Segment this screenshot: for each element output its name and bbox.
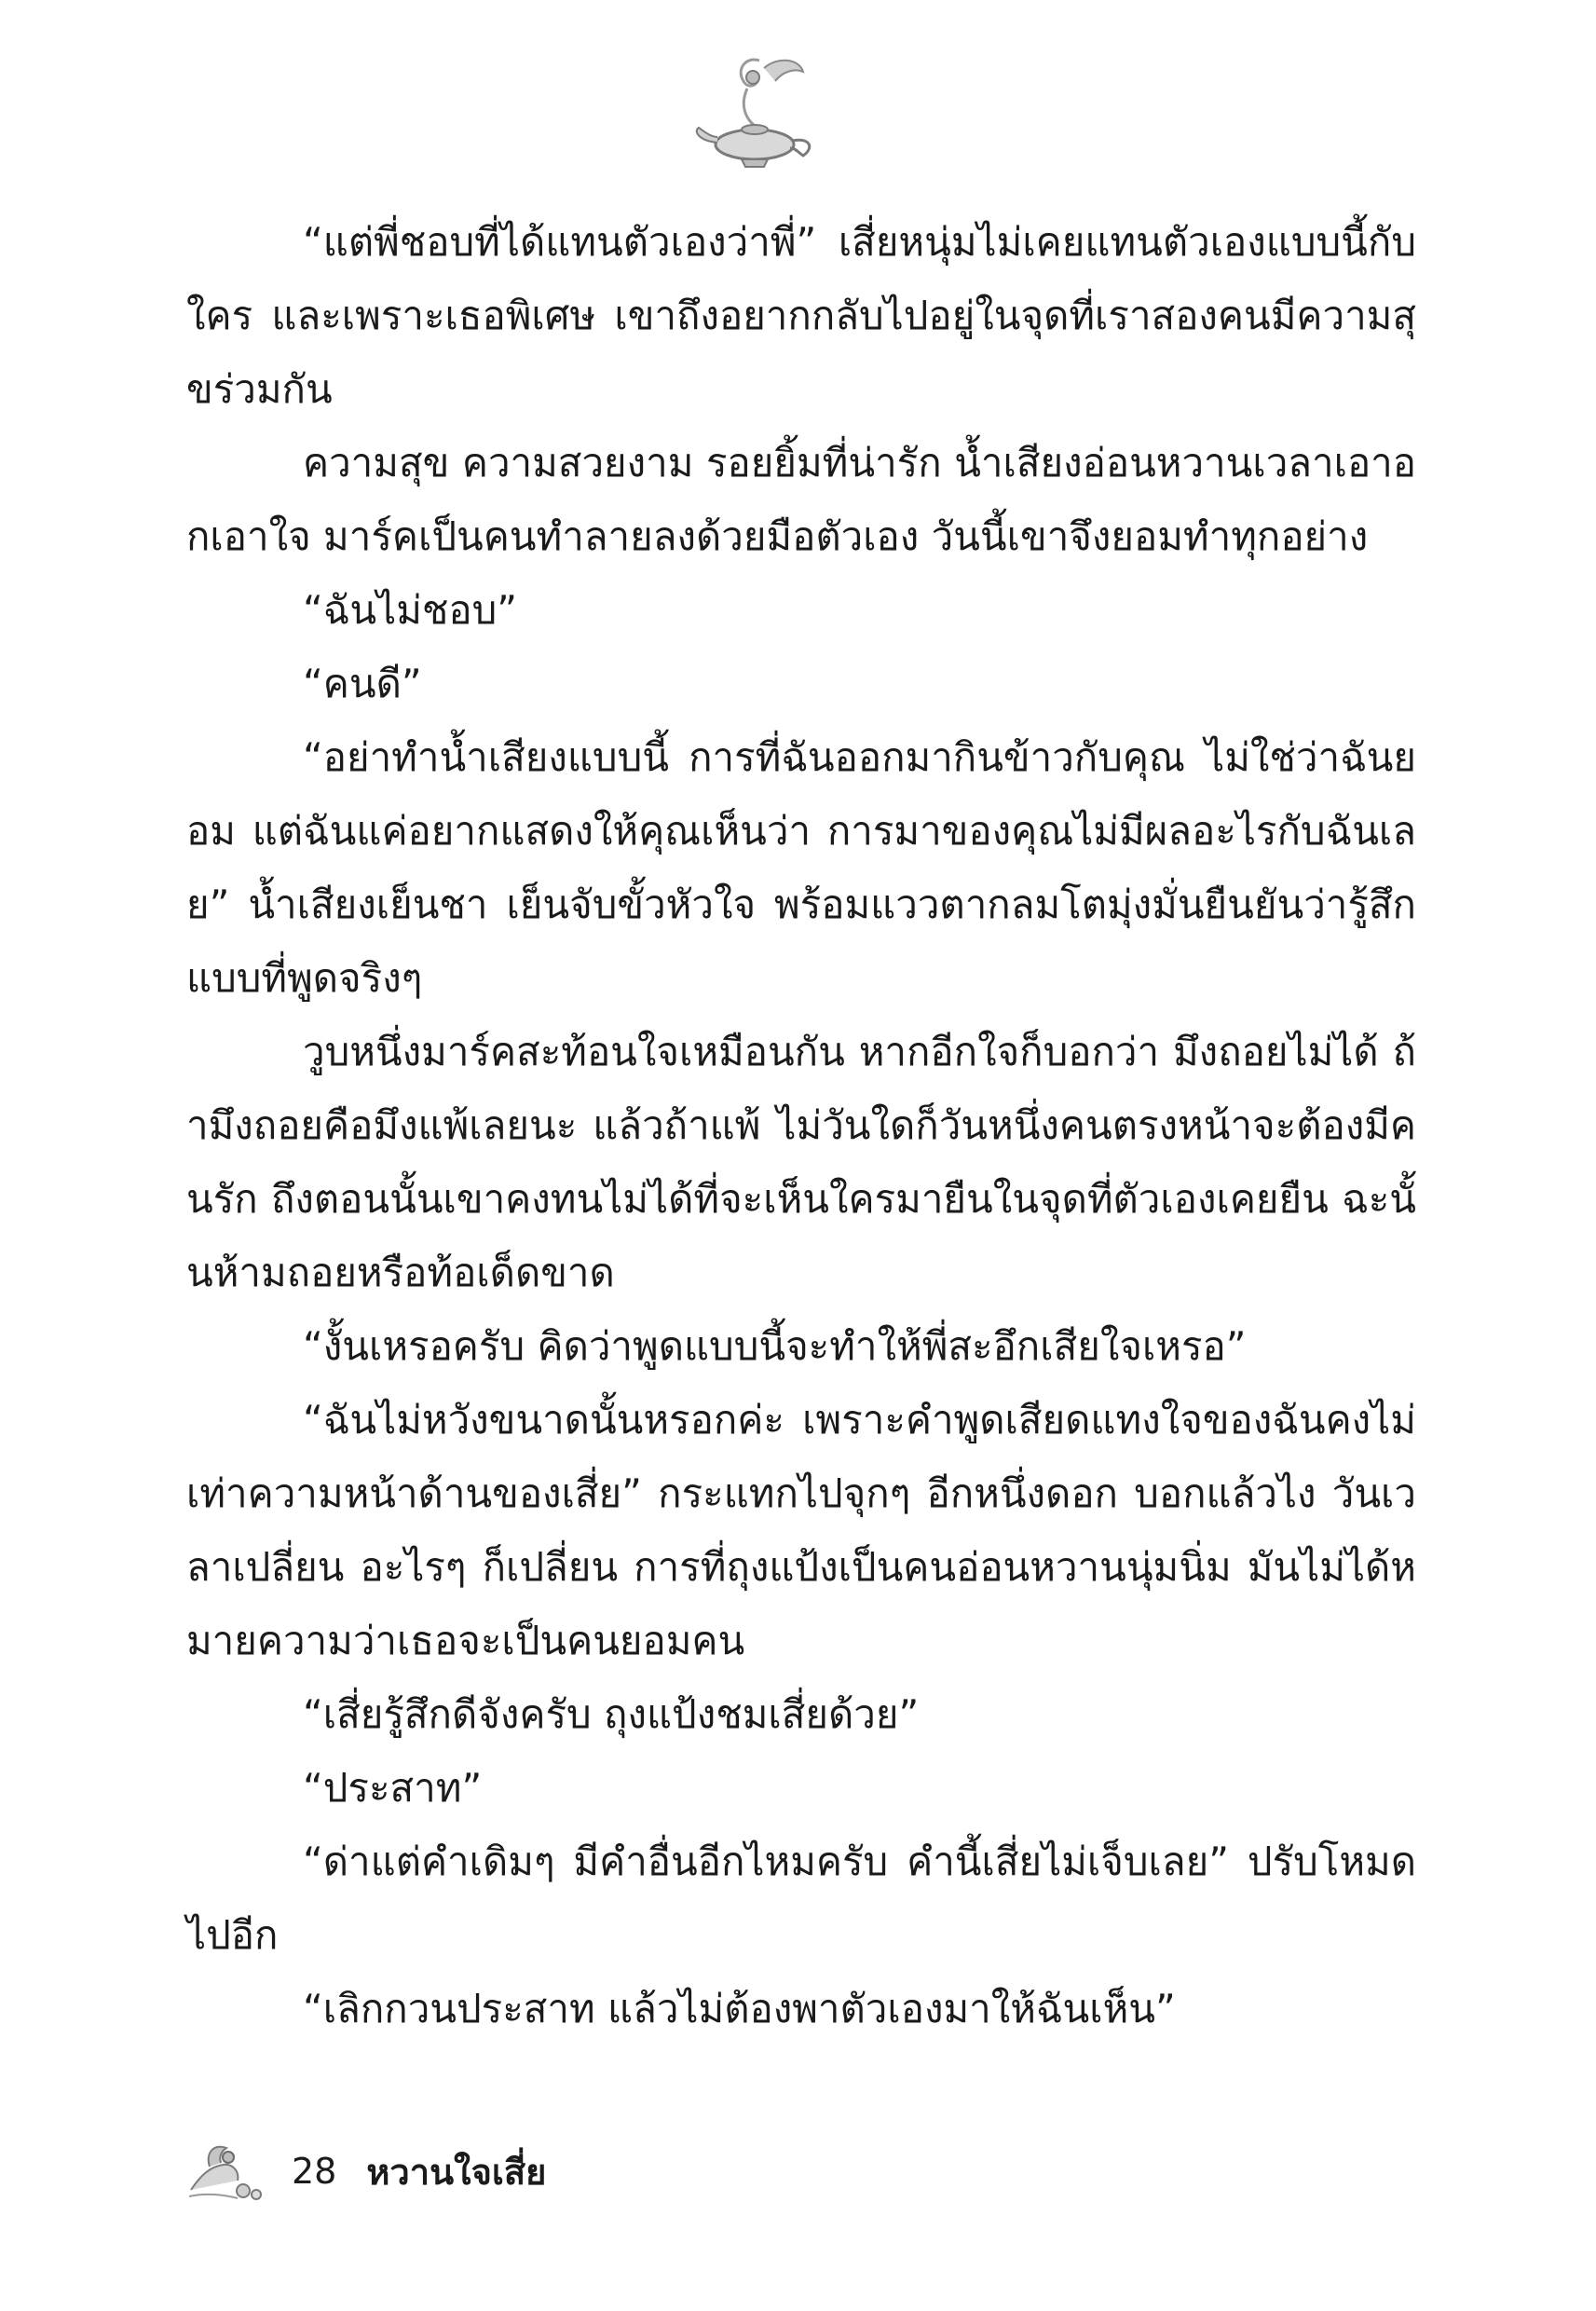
page-footer <box>182 2134 546 2208</box>
paragraph-7: “งั้นเหรอครับ คิดว่าพูดแบบนี้จะทำให้พี่สะอึกเสียใจเหรอ” <box>303 1323 1247 1369</box>
magic-lamp-fairy-icon <box>689 51 820 172</box>
paragraph-5: “อย่าทำน้ำเสียงแบบนี้ การที่ฉันออกมากินข้าวกับคุณ ไม่ใช่ว่าฉันยอม แต่ฉันแค่อยากแสดงให้คุณเห็นว่า การมาของคุณไม่มีผลอะไรกับฉันเลย” น้ำเสียงเย็นชา เย็นจับขั้วหัวใจ พร้อมแววตากลมโตมุ่งมั่นยืนยันว่ารู้สึกแบบที่พูดจริงๆ <box>186 734 1416 1001</box>
paragraph-3: “ฉันไม่ชอบ” <box>303 587 518 633</box>
paragraph-4: “คนดี” <box>303 661 422 706</box>
paragraph-6: วูบหนึ่งมาร์คสะท้อนใจเหมือนกัน หากอีกใจก็บอกว่า มึงถอยไม่ได้ ถ้ามึงถอยคือมึงแพ้เลยนะ แล้วถ้าแพ้ ไม่วันใดก็วันหนึ่งคนตรงหน้าจะต้องมีคนรัก ถึงตอนนั้นเขาคงทนไม่ได้ที่จะเห็นใครมายืนในจุดที่ตัวเองเคยยืน ฉะนั้นห้ามถอยหรือท้อเด็ดขาด <box>186 1029 1416 1295</box>
novel-text-body <box>186 205 1416 2045</box>
paragraph-9: “เสี่ยรู้สึกดีจังครับ ถุงแป้งชมเสี่ยด้วย” <box>303 1691 920 1737</box>
book-title: หวานใจเสี่ย <box>366 2151 547 2193</box>
fairy-ornament-icon <box>182 2139 266 2204</box>
paragraph-8: “ฉันไม่หวังขนาดนั้นหรอกค่ะ เพราะคำพูดเสียดแทงใจของฉันคงไม่เท่าความหน้าด้านของเสี่ย” กระแทกไปจุกๆ อีกหนึ่งดอก บอกแล้วไง วันเวลาเปลี่ยน อะไรๆ ก็เปลี่ยน การที่ถุงแป้งเป็นคนอ่อนหวานนุ่มนิ่ม มันไม่ได้หมายความว่าเธอจะเป็นคนยอมคน <box>186 1397 1416 1663</box>
paragraph-2: ความสุข ความสวยงาม รอยยิ้มที่น่ารัก น้ำเสียงอ่อนหวานเวลาเอาอกเอาใจ มาร์คเป็นคนทำลายลงด้วยมือตัวเอง วันนี้เขาจึงยอมทำทุกอย่าง <box>186 440 1416 559</box>
paragraph-10: “ประสาท” <box>303 1765 483 1811</box>
page-number: 28 <box>292 2151 337 2192</box>
paragraph-11: “ด่าแต่คำเดิมๆ มีคำอื่นอีกไหมครับ คำนี้เสี่ยไม่เจ็บเลย” ปรับโหมดไปอีก <box>186 1839 1416 1958</box>
paragraph-12: “เลิกกวนประสาท แล้วไม่ต้องพาตัวเองมาให้ฉันเห็น” <box>303 1986 1176 2031</box>
paragraph-1: “แต่พี่ชอบที่ได้แทนตัวเองว่าพี่” เสี่ยหนุ่มไม่เคยแทนตัวเองแบบนี้กับใคร และเพราะเธอพิเศษ เขาถึงอยากกลับไปอยู่ในจุดที่เราสองคนมีความสุขร่วมกัน <box>186 219 1416 412</box>
